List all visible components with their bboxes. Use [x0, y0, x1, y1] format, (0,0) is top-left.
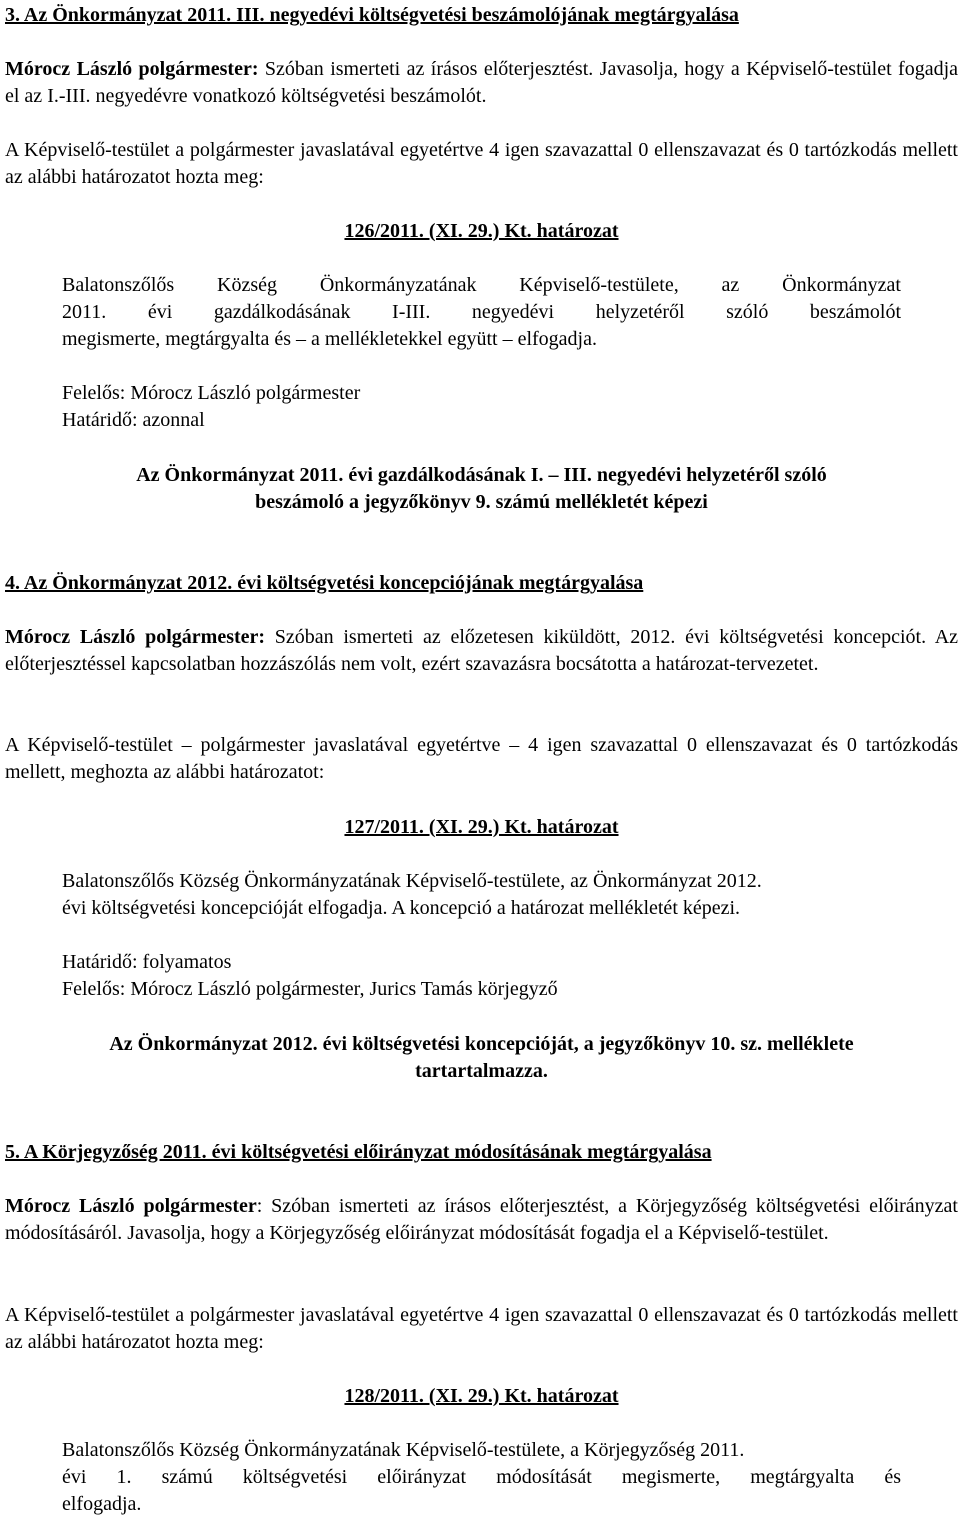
section-5-vote: A Képviselő-testület a polgármester javaslatával egyetértve 4 igen szavazattal 0 ellenszavazat és 0 tartózkodás mellett az alábbi határozatot hozta meg:: [5, 1304, 958, 1353]
annex-note-line: tartartalmazza.: [415, 1060, 548, 1082]
section-3-report: [5, 56, 958, 110]
resolution-128-line: elfogadja.: [62, 1493, 142, 1515]
resolution-127-line: Balatonszőlős Község Önkormányzatának Képviselő-testülete, az Önkormányzat 2012.: [62, 870, 762, 892]
resolution-127-line: évi költségvetési koncepcióját elfogadja. A koncepció a határozat mellékletét képezi.: [62, 897, 741, 919]
speaker-name: Mórocz László polgármester:: [5, 626, 266, 648]
resolution-126-line: Balatonszőlős Község Önkormányzatának Képviselő-testülete, az Önkormányzat: [62, 274, 901, 296]
responsible-line: Felelős: Mórocz László polgármester: [62, 382, 361, 404]
section-5-heading: 5. A Körjegyzőség 2011. évi költségvetési előirányzat módosításának megtárgyalása: [5, 1141, 712, 1163]
report-text: : Szóban ismerteti az írásos előterjesztést, a Körjegyzőség költségvetési előirányzat módosításáról. Javasolja, hogy a Körjegyzőség előirányzat módosítását fogadja el a Képviselő-testület.: [5, 1195, 958, 1244]
section-3-vote: A Képviselő-testület a polgármester javaslatával egyetértve 4 igen szavazattal 0 ellenszavazat és 0 tartózkodás mellett az alábbi határozatot hozta meg:: [5, 139, 958, 188]
annex-note-line: beszámoló a jegyzőkönyv 9. számú mellékletét képezi: [255, 491, 708, 513]
resolution-128-line: évi 1. számú költségvetési előirányzat módosítását megismerte, megtárgyalta és: [62, 1466, 901, 1488]
annex-note-line: Az Önkormányzat 2011. évi gazdálkodásának I. – III. negyedévi helyzetéről szóló: [136, 464, 827, 486]
resolution-127-meta: [62, 949, 901, 1003]
report-text: Szóban ismerteti az előzetesen kiküldött, 2012. évi költségvetési koncepciót. Az előterjesztéssel kapcsolatban hozzászólás nem volt, ezért szavazásra bocsátotta a határozat-tervezetet.: [5, 626, 959, 675]
resolution-127-text: [62, 868, 901, 922]
section-3-heading: 3. Az Önkormányzat 2011. III. negyedévi költségvetési beszámolójának megtárgyalása: [5, 4, 739, 26]
section-4-annex-note: [5, 1031, 958, 1085]
speaker-name: Mórocz László polgármester: [5, 1195, 257, 1217]
section-4-report: [5, 624, 958, 678]
responsible-line: Felelős: Mórocz László polgármester, Jurics Tamás körjegyző: [62, 978, 558, 1000]
deadline-line: Határidő: folyamatos: [62, 951, 232, 973]
section-4-vote: A Képviselő-testület – polgármester javaslatával egyetértve – 4 igen szavazattal 0 ellenszavazat és 0 tartózkodás mellett, meghozta az alábbi határozatot:: [5, 734, 958, 783]
deadline-line: Határidő: azonnal: [62, 409, 205, 431]
resolution-127-number: 127/2011. (XI. 29.) Kt. határozat: [344, 816, 619, 838]
resolution-128-number: 128/2011. (XI. 29.) Kt. határozat: [344, 1385, 619, 1407]
resolution-126-meta: [62, 380, 901, 434]
annex-note-line: Az Önkormányzat 2012. évi költségvetési koncepcióját, a jegyzőkönyv 10. sz. melléklete: [109, 1033, 854, 1055]
section-3-annex-note: [5, 462, 958, 516]
speaker-name: Mórocz László polgármester:: [5, 58, 259, 80]
resolution-128-text: [62, 1437, 901, 1518]
section-4-heading: 4. Az Önkormányzat 2012. évi költségvetési koncepciójának megtárgyalása: [5, 572, 644, 594]
resolution-126-line: megismerte, megtárgyalta és – a mellékletekkel együtt – elfogadja.: [62, 328, 597, 350]
resolution-126-line: 2011. évi gazdálkodásának I-III. negyedévi helyzetéről szóló beszámolót: [62, 301, 901, 323]
resolution-126-number: 126/2011. (XI. 29.) Kt. határozat: [344, 220, 619, 242]
section-5-report: [5, 1193, 958, 1247]
report-text: Szóban ismerteti az írásos előterjesztést. Javasolja, hogy a Képviselő-testület fogadja el az I.-III. negyedévre vonatkozó költségvetési beszámolót.: [5, 58, 959, 107]
resolution-126-text: [62, 272, 901, 353]
resolution-128-line: Balatonszőlős Község Önkormányzatának Képviselő-testülete, a Körjegyzőség 2011.: [62, 1439, 745, 1461]
